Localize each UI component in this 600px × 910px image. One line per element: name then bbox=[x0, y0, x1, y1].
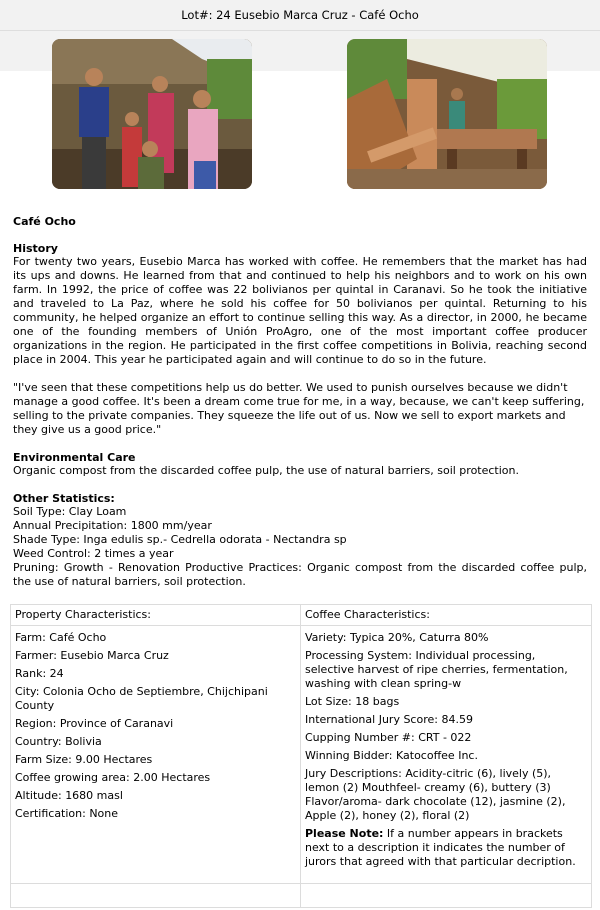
coffee-cupping-number: Cupping Number #: CRT - 022 bbox=[305, 731, 472, 744]
coffee-variety: Variety: Typica 20%, Caturra 80% bbox=[305, 631, 489, 644]
table-footer-divider bbox=[11, 883, 591, 884]
property-certification: Certification: None bbox=[15, 807, 119, 820]
property-farm: Farm: Café Ocho bbox=[15, 631, 107, 644]
property-country: Country: Bolivia bbox=[15, 735, 102, 748]
farm-name: Café Ocho bbox=[13, 215, 76, 228]
workshop-photo bbox=[347, 39, 547, 189]
coffee-processing: Processing System: Individual processing, selective harvest of ripe cherries, fermentation, washing with clean spring-w bbox=[305, 649, 568, 690]
coffee-winning-bidder: Winning Bidder: Katocoffee Inc. bbox=[305, 749, 478, 762]
property-column bbox=[11, 605, 301, 907]
lot-title: Lot#: 24 Eusebio Marca Cruz - Café Ocho bbox=[0, 0, 600, 31]
property-altitude: Altitude: 1680 masl bbox=[15, 789, 123, 802]
note-label: Please Note: bbox=[305, 827, 384, 840]
coffee-jury-score: International Jury Score: 84.59 bbox=[305, 713, 473, 726]
statistics-heading: Other Statistics: bbox=[13, 492, 115, 505]
history-heading: History bbox=[13, 242, 58, 255]
coffee-note bbox=[305, 827, 587, 869]
farmer-quote: "I've seen that these competitions help us do better. We used to punish ourselves because we didn't manage a good coffee. It's been a dream come true for me, in a way, because, we can't keep suffering, selling to the private companies. They squeeze the life out of us. Now we sell to export markets and they give us a good price." bbox=[13, 381, 585, 436]
stat-pruning: Pruning: Growth - Renovation Productive Practices: Organic compost from the discarded coffee pulp, the use of natural barriers, soil protection. bbox=[13, 561, 587, 588]
environment-section bbox=[13, 451, 587, 478]
stat-weed-control: Weed Control: 2 times a year bbox=[13, 547, 174, 560]
note-text: If a number appears in brackets next to a description it indicates the number of jurors that agreed with that particular decription. bbox=[305, 827, 576, 868]
property-city: City: Colonia Ocho de Septiembre, Chijchipani County bbox=[15, 685, 268, 712]
coffee-column bbox=[301, 605, 591, 907]
lot-description bbox=[0, 215, 600, 589]
environment-heading: Environmental Care bbox=[13, 451, 136, 464]
property-region: Region: Province of Caranavi bbox=[15, 717, 174, 730]
property-rank: Rank: 24 bbox=[15, 667, 64, 680]
history-text: For twenty two years, Eusebio Marca has worked with coffee. He remembers that the market has had its ups and downs. He learned from that and continued to help his neighbors and to work on his own farm. In 1992, the price of coffee was 22 bolivianos per quintal in Caranavi. So he took the initiative and traveled to La Paz, where he sold his coffee for 50 bolivianos per quintal. Returning to his community, he helped organize an effort to continue selling this way. As a director, in 2000, he became one of the founding members of Unión ProAgro, one of the most important coffee producer organizations in the region. He participated in the first coffee competitions in Bolivia, reaching second place in 2004. This year he participated again and will continue to do so in the future. bbox=[13, 255, 587, 366]
coffee-jury-descriptions: Jury Descriptions: Acidity-citric (6), lively (5), lemon (2) Mouthfeel- creamy (6), buttery (3) Flavor/aroma- dark chocolate (12), jasmine (2), Apple (2), honey (2), floral (2) bbox=[305, 767, 566, 822]
property-farm-size: Farm Size: 9.00 Hectares bbox=[15, 753, 153, 766]
statistics-section bbox=[13, 492, 587, 589]
coffee-heading: Coffee Characteristics: bbox=[301, 605, 591, 626]
coffee-lot-size: Lot Size: 18 bags bbox=[305, 695, 400, 708]
stat-precipitation: Annual Precipitation: 1800 mm/year bbox=[13, 519, 212, 532]
family-photo bbox=[52, 39, 252, 189]
stat-soil-type: Soil Type: Clay Loam bbox=[13, 505, 127, 518]
property-farmer: Farmer: Eusebio Marca Cruz bbox=[15, 649, 169, 662]
characteristics-table bbox=[10, 604, 592, 908]
photo-strip bbox=[0, 31, 600, 201]
history-section bbox=[13, 242, 587, 437]
stat-shade-type: Shade Type: Inga edulis sp.- Cedrella odorata - Nectandra sp bbox=[13, 533, 347, 546]
property-growing-area: Coffee growing area: 2.00 Hectares bbox=[15, 771, 211, 784]
property-heading: Property Characteristics: bbox=[11, 605, 300, 626]
environment-text: Organic compost from the discarded coffee pulp, the use of natural barriers, soil protection. bbox=[13, 464, 519, 477]
